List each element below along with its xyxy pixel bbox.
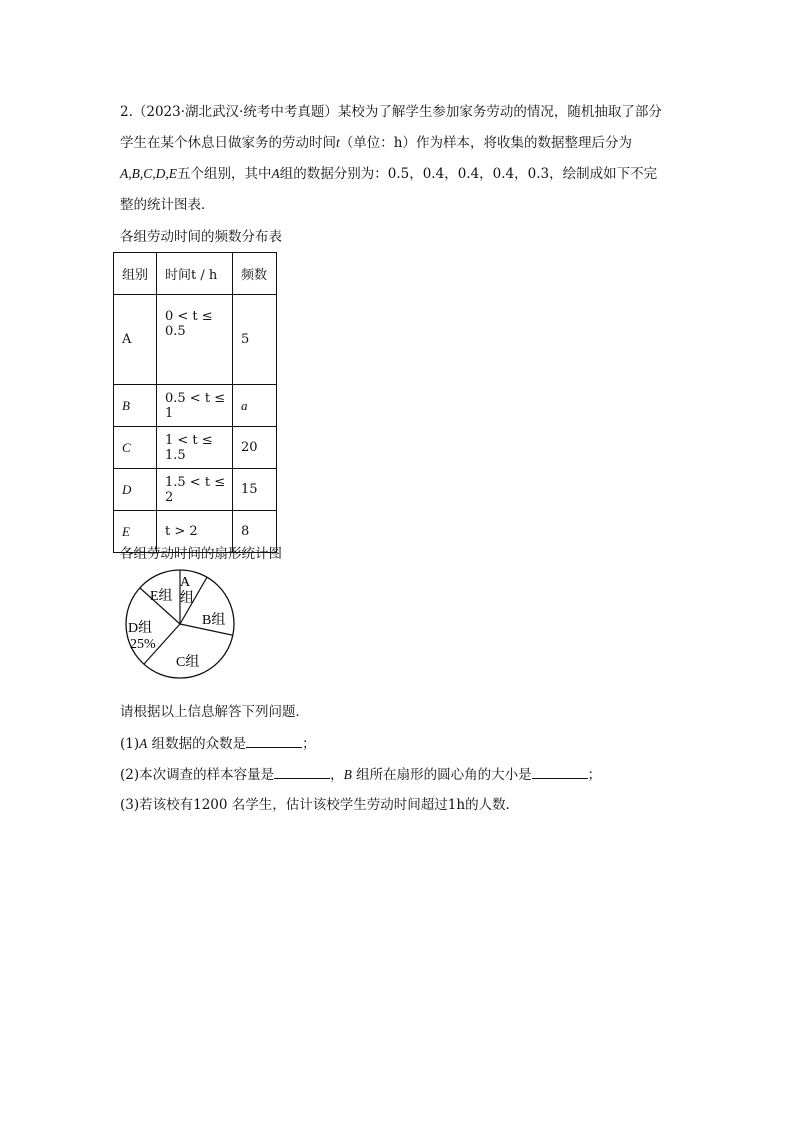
group-variables: A,B,C,D,E [120,166,177,181]
header-group: 组别 [114,253,157,295]
variable-a: A [271,166,280,181]
frequency-table [113,252,277,553]
problem-text: 2.（2023·湖北武汉·统考中考真题）某校为了解学生参加家务劳动的情况，随机抽取了部分 [120,104,662,120]
q3-number: 1200 [193,797,228,813]
cell-freq: 8 [233,511,277,553]
table-header-row [114,253,277,295]
pie-label-e: E组 [150,589,173,604]
cell-range: 0.5 < t ≤ 1 [157,385,233,427]
answer-blank[interactable] [246,734,302,748]
question-2 [120,765,601,784]
q2-comma: ， [330,767,344,783]
answer-blank[interactable] [532,765,588,779]
question-3 [120,796,519,814]
q1-end: ； [302,736,316,752]
variable-a: A [139,736,148,751]
cell-freq: 5 [233,295,277,385]
q1-number: (1) [120,736,140,752]
pie-label-c: C组 [176,655,200,670]
answer-blank[interactable] [274,765,330,779]
table-row [114,295,277,385]
cell-freq: 20 [233,427,277,469]
variable-t: t [336,135,340,150]
pie-label-b: B组 [202,613,226,628]
problem-line-3 [120,165,657,183]
cell-freq: 15 [233,469,277,511]
q3-text: 名学生，估计该校学生劳动时间超过 [227,797,448,813]
problem-text: 整的统计图表． [120,197,215,213]
table-caption: 各组劳动时间的频数分布表 [120,229,282,245]
cell-range: 1.5 < t ≤ 2 [157,469,233,511]
pie-caption: 各组劳动时间的扇形统计图 [120,546,282,562]
table-row [114,427,277,469]
table-row [114,385,277,427]
cell-freq: a [233,385,277,427]
cell-group: D [114,469,157,511]
cell-range: 1 < t ≤ 1.5 [157,427,233,469]
cell-range: t > 2 [157,511,233,553]
q2-text: (2)本次调查的样本容量是 [120,767,275,783]
pie-label-a-bottom: 组 [180,591,194,606]
questions-intro: 请根据以上信息解答下列问题． [120,704,309,720]
pie-label-d-percent: 25% [130,637,156,652]
pie-label-d: D组 [128,621,153,636]
cell-group: C [114,427,157,469]
question-1 [120,734,316,753]
q3-text: 的人数． [465,797,520,813]
variable-b: B [343,767,352,782]
problem-text: （单位：h）作为样本，将收集的数据整理后分为 [339,135,632,151]
problem-text: 学生在某个休息日做家务的劳动时间 [120,135,336,151]
cell-group: E [114,511,157,553]
q3-text: (3)若该校有 [120,797,194,813]
cell-range: 0 < t ≤ 0.5 [157,295,233,385]
q3-unit: 1h [447,797,466,813]
header-time: 时间t / h [157,253,233,295]
problem-line-1 [120,103,662,121]
q2-text: 组所在扇形的圆心角的大小是 [351,767,532,783]
problem-text: 组的数据分别为：0.5，0.4，0.4，0.4，0.3，绘制成如下不完 [279,166,658,182]
problem-text: 五个组别，其中 [177,166,272,182]
q1-text: 组数据的众数是 [147,736,247,752]
q2-end: ； [587,767,602,783]
header-freq: 频数 [233,253,277,295]
pie-chart [116,568,244,680]
pie-label-a-top: A [180,575,191,590]
table-row [114,469,277,511]
problem-line-2 [120,134,632,152]
problem-line-4 [120,196,215,214]
cell-group: B [114,385,157,427]
cell-group: A [114,295,157,385]
